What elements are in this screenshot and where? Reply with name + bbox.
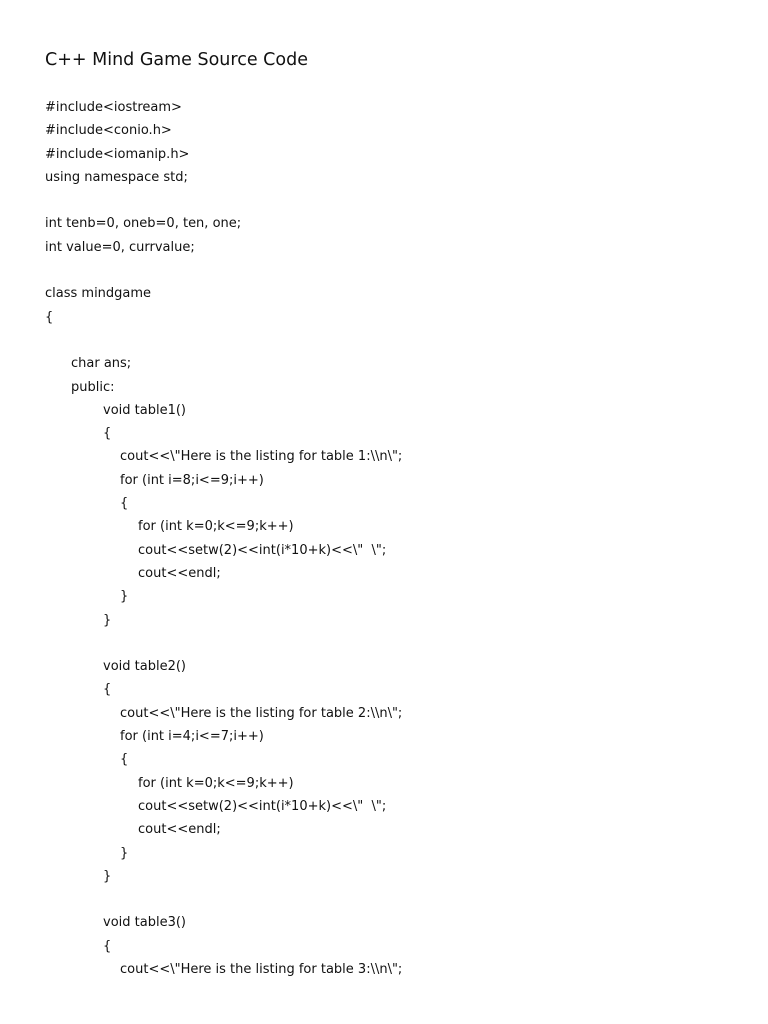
code-line: public: (71, 379, 115, 395)
code-line: int value=0, currvalue; (45, 239, 195, 255)
code-line: } (103, 612, 112, 628)
code-line: } (120, 589, 129, 605)
code-line: cout<<\"Here is the listing for table 3:\\n\"; (120, 961, 403, 977)
code-line: cout<<\"Here is the listing for table 1:\\n\"; (120, 449, 403, 465)
code-line: #include<conio.h> (45, 123, 172, 139)
code-line: void table3() (103, 915, 186, 931)
blank-line (45, 329, 402, 352)
code-line: int tenb=0, oneb=0, ten, one; (45, 216, 242, 232)
code-line: cout<<setw(2)<<int(i*10+k)<<\" \"; (138, 542, 387, 558)
code-line: { (120, 752, 129, 768)
code-line: #include<iostream> (45, 100, 182, 115)
code-line: { (120, 496, 129, 512)
code-line: #include<iomanip.h> (45, 146, 190, 162)
code-line: for (int k=0;k<=9;k++) (138, 775, 294, 791)
code-line: cout<<\"Here is the listing for table 2:\\n\"; (120, 705, 403, 721)
code-line: } (103, 868, 112, 884)
code-line: class mindgame (45, 286, 152, 302)
code-line: for (int k=0;k<=9;k++) (138, 519, 294, 535)
code-line: for (int i=8;i<=9;i++) (120, 472, 264, 488)
code-line: void table1() (103, 402, 186, 418)
code-line: } (120, 845, 129, 861)
blank-line (45, 259, 402, 282)
code-line: cout<<endl; (138, 822, 221, 838)
code-line: { (103, 682, 112, 698)
code-line: void table2() (103, 659, 186, 675)
code-line: { (103, 938, 112, 954)
blank-line (45, 189, 402, 212)
code-line: { (45, 309, 54, 325)
code-line: cout<<setw(2)<<int(i*10+k)<<\" \"; (138, 798, 387, 814)
document-title: C++ Mind Game Source Code (45, 50, 308, 70)
code-listing (45, 96, 402, 981)
code-line: char ans; (71, 356, 132, 372)
blank-line (45, 632, 402, 655)
code-line: { (103, 426, 112, 442)
code-line: cout<<endl; (138, 565, 221, 581)
code-line: for (int i=4;i<=7;i++) (120, 729, 264, 745)
code-line: using namespace std; (45, 169, 188, 185)
blank-line (45, 888, 402, 911)
